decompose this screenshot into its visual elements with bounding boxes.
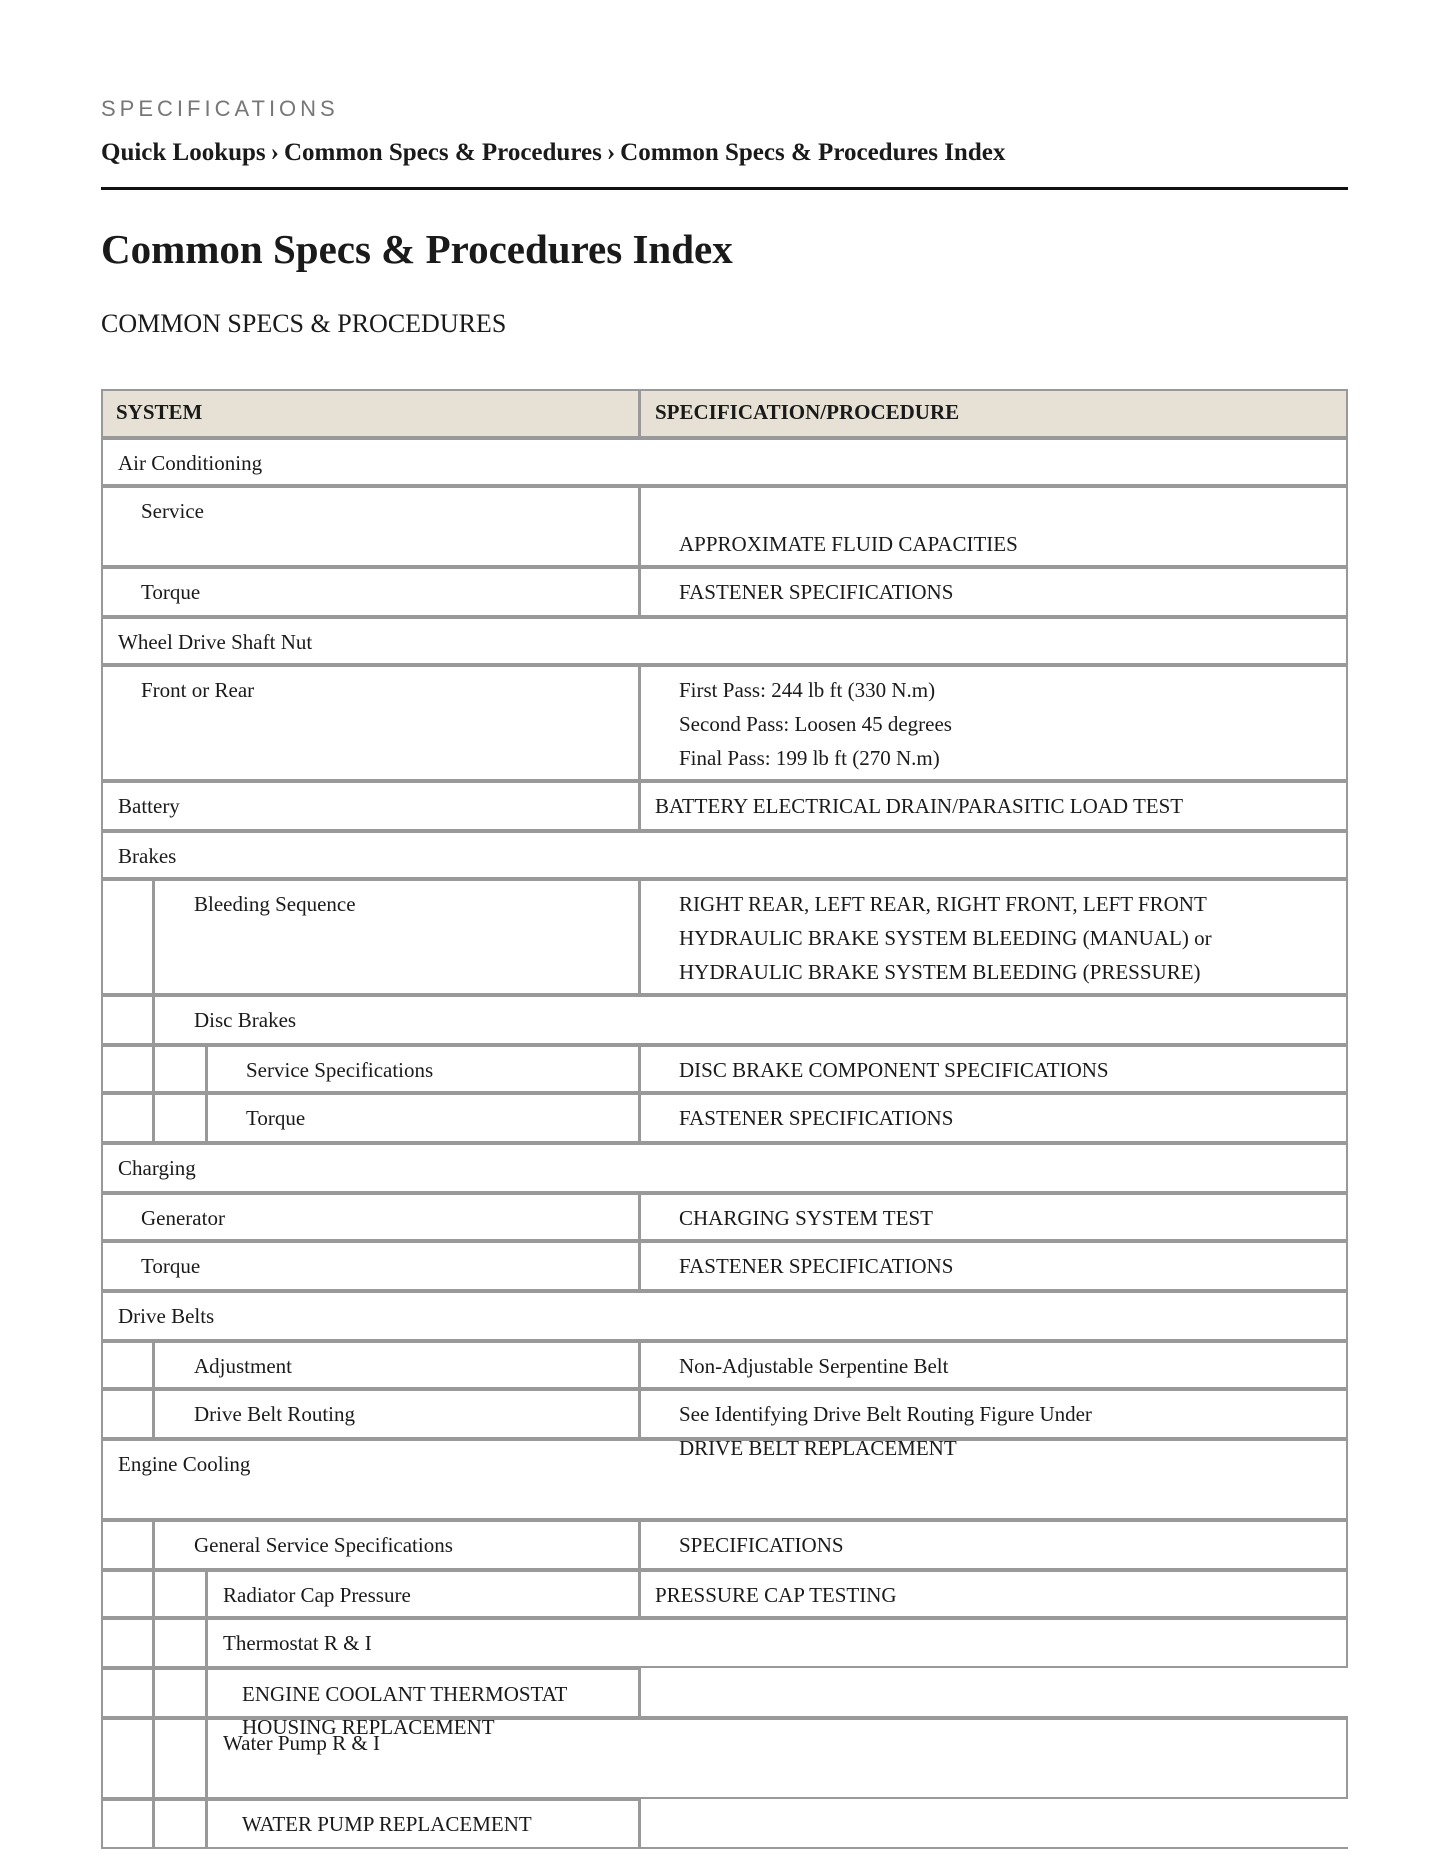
- system-cell: [101, 1241, 640, 1291]
- indent-guide-cell: [153, 1799, 207, 1849]
- group-heading-cell: [206, 1618, 1348, 1668]
- specification-cell: [639, 781, 1348, 831]
- system-cell: [101, 781, 640, 831]
- indent-guide-cell: [153, 1718, 207, 1799]
- group-heading-cell: [101, 831, 1348, 879]
- section-kicker: SPECIFICATIONS: [101, 96, 339, 121]
- system-label: General Service Specifications: [194, 1533, 453, 1557]
- specification-cell: [639, 1668, 1348, 1718]
- system-label: Wheel Drive Shaft Nut: [118, 630, 313, 654]
- indent-guide-cell: [101, 1520, 154, 1570]
- specification-text: Final Pass: 199 lb ft (270 N.m): [679, 746, 940, 770]
- specification-text: Second Pass: Loosen 45 degrees: [679, 712, 952, 736]
- specification-cell: [639, 1341, 1348, 1389]
- indent-guide-cell: [101, 879, 154, 995]
- system-label: Brakes: [118, 844, 177, 868]
- system-cell: [153, 1389, 640, 1439]
- system-cell: [153, 1520, 640, 1570]
- indent-guide-cell: [101, 1668, 154, 1718]
- indent-guide-cell: [153, 1045, 207, 1093]
- system-label: Radiator Cap Pressure: [223, 1583, 411, 1607]
- specification-text: RIGHT REAR, LEFT REAR, RIGHT FRONT, LEFT FRONT: [679, 892, 1207, 916]
- system-label: Bleeding Sequence: [194, 892, 356, 916]
- specification-cell: [639, 665, 1348, 781]
- indent-guide-cell: [101, 1389, 154, 1439]
- indent-guide-cell: [153, 1093, 207, 1143]
- breadcrumb-item-current: Common Specs & Procedures Index: [620, 139, 1006, 166]
- system-label: Service: [141, 499, 204, 523]
- system-label: Torque: [141, 580, 201, 604]
- system-cell: [101, 567, 640, 617]
- system-label: Generator: [141, 1206, 225, 1230]
- indent-guide-cell: [101, 1570, 154, 1618]
- specification-text: CHARGING SYSTEM TEST: [679, 1206, 933, 1230]
- system-label: Engine Cooling: [118, 1452, 251, 1476]
- system-label: Front or Rear: [141, 678, 255, 702]
- group-heading-cell: [101, 1291, 1348, 1341]
- system-cell: [206, 1668, 640, 1739]
- group-heading-cell: [101, 1143, 1348, 1193]
- specification-text: SPECIFICATIONS: [679, 1533, 844, 1557]
- specification-cell: [639, 1241, 1348, 1291]
- specification-text: BATTERY ELECTRICAL DRAIN/PARASITIC LOAD TEST: [655, 794, 1184, 818]
- indent-guide-cell: [101, 1799, 154, 1849]
- indent-guide-cell: [101, 1341, 154, 1389]
- group-heading-cell: [153, 995, 1348, 1045]
- system-label: Charging: [118, 1156, 196, 1180]
- header-divider: [101, 187, 1348, 190]
- specification-text: HYDRAULIC BRAKE SYSTEM BLEEDING (MANUAL) or: [679, 926, 1212, 950]
- column-header-system: [101, 389, 640, 438]
- system-label: WATER PUMP REPLACEMENT: [242, 1812, 532, 1836]
- specification-cell: [639, 1045, 1348, 1093]
- system-label: Battery: [118, 794, 180, 818]
- indent-guide-cell: [101, 1618, 154, 1668]
- specification-cell: [639, 1570, 1348, 1618]
- breadcrumb-item-common-specs[interactable]: Common Specs & Procedures: [284, 139, 602, 166]
- page-title: Common Specs & Procedures Index: [101, 226, 733, 272]
- system-label: Torque: [141, 1254, 201, 1278]
- specification-text: DISC BRAKE COMPONENT SPECIFICATIONS: [679, 1058, 1109, 1082]
- system-label: Adjustment: [194, 1354, 292, 1378]
- specification-text: FASTENER SPECIFICATIONS: [679, 1106, 954, 1130]
- column-header-label: SPECIFICATION/PROCEDURE: [655, 400, 960, 424]
- system-cell: [206, 1799, 640, 1849]
- system-label: Service Specifications: [246, 1058, 434, 1082]
- specification-cell: [639, 486, 1348, 567]
- breadcrumb: [101, 139, 1005, 167]
- column-header-specification: [639, 389, 1348, 438]
- group-heading-cell: [101, 1439, 1348, 1520]
- specification-text: Non-Adjustable Serpentine Belt: [679, 1354, 949, 1378]
- system-cell: [153, 879, 640, 995]
- indent-guide-cell: [101, 1718, 154, 1799]
- system-cell: [206, 1045, 640, 1093]
- system-label: ENGINE COOLANT THERMOSTAT: [242, 1682, 568, 1706]
- specification-cell: [639, 567, 1348, 617]
- breadcrumb-item-quick-lookups[interactable]: Quick Lookups: [101, 139, 266, 166]
- specification-text: First Pass: 244 lb ft (330 N.m): [679, 678, 936, 702]
- group-heading-cell: [101, 438, 1348, 486]
- system-label: Torque: [246, 1106, 306, 1130]
- indent-guide-cell: [101, 1045, 154, 1093]
- system-cell: [101, 665, 640, 781]
- indent-guide-cell: [153, 1618, 207, 1668]
- specification-text: FASTENER SPECIFICATIONS: [679, 1254, 954, 1278]
- specification-cell: [639, 1193, 1348, 1241]
- indent-guide-cell: [153, 1570, 207, 1618]
- system-label: Drive Belt Routing: [194, 1402, 355, 1426]
- specification-cell: [639, 879, 1348, 995]
- specification-text: PRESSURE CAP TESTING: [655, 1583, 897, 1607]
- system-label: Drive Belts: [118, 1304, 215, 1328]
- specification-text: DRIVE BELT REPLACEMENT: [679, 1436, 957, 1460]
- specification-cell: [639, 1389, 1348, 1460]
- specification-text: APPROXIMATE FLUID CAPACITIES: [679, 532, 1018, 556]
- specification-cell: [639, 1093, 1348, 1143]
- system-cell: [206, 1570, 640, 1618]
- system-label: Air Conditioning: [118, 451, 263, 475]
- system-label: HOUSING REPLACEMENT: [242, 1715, 495, 1739]
- specification-cell: [639, 1520, 1348, 1570]
- system-label: Thermostat R & I: [223, 1631, 372, 1655]
- specification-cell: [639, 1799, 1348, 1849]
- system-cell: [101, 486, 640, 567]
- indent-guide-cell: [101, 995, 154, 1045]
- specification-text: FASTENER SPECIFICATIONS: [679, 580, 954, 604]
- system-cell: [101, 1193, 640, 1241]
- section-heading: COMMON SPECS & PROCEDURES: [101, 309, 507, 338]
- indent-guide-cell: [101, 1093, 154, 1143]
- column-header-label: SYSTEM: [116, 400, 203, 424]
- specification-text: See Identifying Drive Belt Routing Figure Under: [679, 1402, 1092, 1426]
- system-label: Disc Brakes: [194, 1008, 297, 1032]
- breadcrumb-separator: ›: [270, 139, 279, 166]
- breadcrumb-separator: ›: [606, 139, 616, 166]
- system-cell: [153, 1341, 640, 1389]
- indent-guide-cell: [153, 1668, 207, 1718]
- specification-text: HYDRAULIC BRAKE SYSTEM BLEEDING (PRESSURE): [679, 960, 1201, 984]
- system-label: Water Pump R & I: [223, 1731, 380, 1755]
- system-cell: [206, 1093, 640, 1143]
- group-heading-cell: [206, 1718, 1348, 1799]
- group-heading-cell: [101, 617, 1348, 665]
